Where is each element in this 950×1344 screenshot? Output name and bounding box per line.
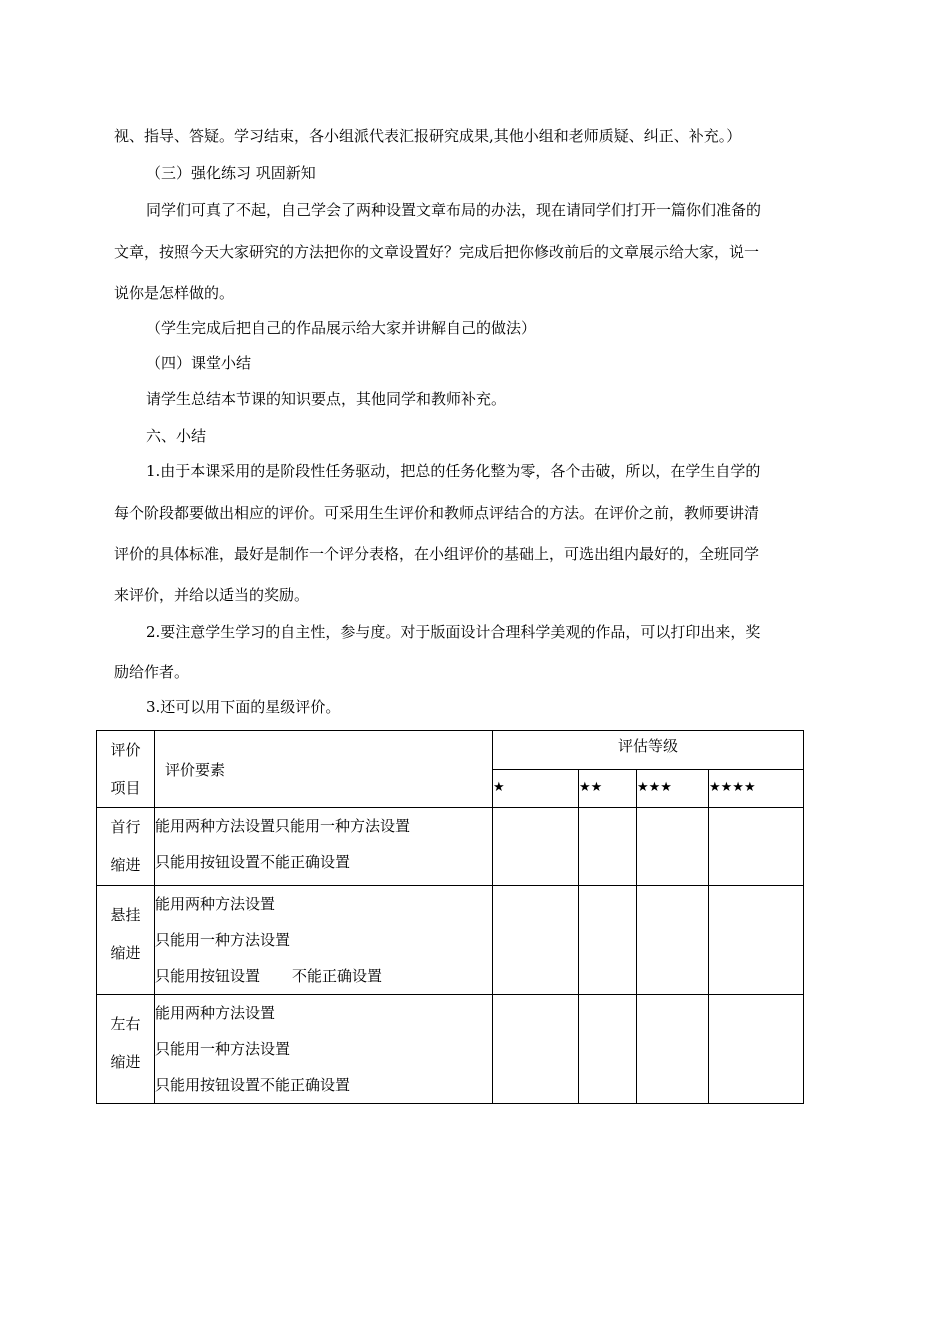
criteria-part: 不能正确设置 <box>292 967 383 985</box>
paragraph-line: 请学生总结本节课的知识要点，其他同学和教师补充。 <box>146 390 507 408</box>
paragraph-line: 同学们可真了不起，自己学会了两种设置文章布局的办法，现在请同学们打开一篇你们准备的 <box>146 201 762 219</box>
grade-cell <box>579 808 637 886</box>
criteria-header-label: 评价要素 <box>165 760 226 779</box>
paragraph-line: 视、指导、答疑。学习结束，各小组派代表汇报研究成果,其他小组和老师质疑、纠正、补充。） <box>114 127 742 145</box>
table-row <box>97 808 804 886</box>
table-row <box>97 995 804 1104</box>
criteria-line: 只能用一种方法设置 <box>155 931 291 949</box>
grade-cell <box>709 995 804 1104</box>
grade-three-star: ★★★ <box>637 769 709 808</box>
grade-cell <box>709 808 804 886</box>
grade-one-star: ★ <box>493 769 579 808</box>
item-line: 缩进 <box>110 944 141 962</box>
item-cell <box>97 886 155 995</box>
item-line: 悬挂 <box>110 906 141 924</box>
criteria-cell <box>155 886 493 995</box>
paragraph-line: 1.由于本课采用的是阶段性任务驱动，把总的任务化整为零，各个击破，所以，在学生自学的 <box>146 462 761 480</box>
criteria-line: 能用两种方法设置 <box>155 895 276 913</box>
item-line: 左右 <box>110 1015 141 1033</box>
paragraph-line: 评价的具体标准，最好是制作一个评分表格，在小组评价的基础上，可选出组内最好的，全班同学 <box>114 545 760 563</box>
criteria-part: 只能用按钮设置 <box>155 967 261 985</box>
paragraph-line: 说你是怎样做的。 <box>114 284 235 302</box>
item-cell <box>97 808 155 886</box>
paragraph-line: 每个阶段都要做出相应的评价。可采用生生评价和教师点评结合的方法。在评价之前，教师要讲清 <box>114 504 760 522</box>
grade-cell <box>637 995 709 1104</box>
item-line: 缩进 <box>110 1053 141 1071</box>
paragraph-line: 来评价，并给以适当的奖励。 <box>114 586 310 604</box>
item-line: 首行 <box>110 818 141 836</box>
grade-cell <box>493 995 579 1104</box>
paragraph-line: 文章，按照今天大家研究的方法把你的文章设置好？完成后把你修改前后的文章展示给大家，说一 <box>114 243 760 261</box>
item-line: 缩进 <box>110 856 141 874</box>
grade-header <box>493 731 804 770</box>
section-heading: 六、小结 <box>146 427 207 445</box>
star-rating-table <box>96 730 804 1104</box>
criteria-header <box>155 731 493 808</box>
criteria-line: 只能用按钮设置不能正确设置 <box>155 1076 351 1094</box>
grade-cell <box>493 808 579 886</box>
criteria-line <box>155 958 492 994</box>
criteria-line: 只能用按钮设置不能正确设置 <box>155 853 351 871</box>
grade-cell <box>637 808 709 886</box>
item-header-line: 项目 <box>110 779 141 797</box>
paragraph-line: 励给作者。 <box>114 663 190 681</box>
paragraph-line: （学生完成后把自己的作品展示给大家并讲解自己的做法） <box>146 319 537 337</box>
item-cell <box>97 995 155 1104</box>
paragraph-line: 2.要注意学生学习的自主性，参与度。对于版面设计合理科学美观的作品，可以打印出来，奖 <box>146 623 761 641</box>
grade-cell <box>579 886 637 995</box>
grade-cell <box>493 886 579 995</box>
criteria-cell <box>155 995 493 1104</box>
section-heading: （三）强化练习 巩固新知 <box>146 164 316 182</box>
grade-cell <box>709 886 804 995</box>
grade-header-label: 评估等级 <box>618 737 679 755</box>
grade-cell <box>637 886 709 995</box>
table-row <box>97 886 804 995</box>
paragraph-line: 3.还可以用下面的星级评价。 <box>146 698 341 716</box>
section-heading: （四）课堂小结 <box>146 354 252 372</box>
grade-two-star: ★★ <box>579 769 637 808</box>
item-header-line: 评价 <box>110 741 141 759</box>
criteria-line: 能用两种方法设置 <box>155 1004 276 1022</box>
criteria-line: 只能用一种方法设置 <box>155 1040 291 1058</box>
criteria-line: 能用两种方法设置只能用一种方法设置 <box>155 817 411 835</box>
criteria-cell <box>155 808 493 886</box>
grade-cell <box>579 995 637 1104</box>
item-header <box>97 731 155 808</box>
grade-four-star: ★★★★ <box>709 769 804 808</box>
